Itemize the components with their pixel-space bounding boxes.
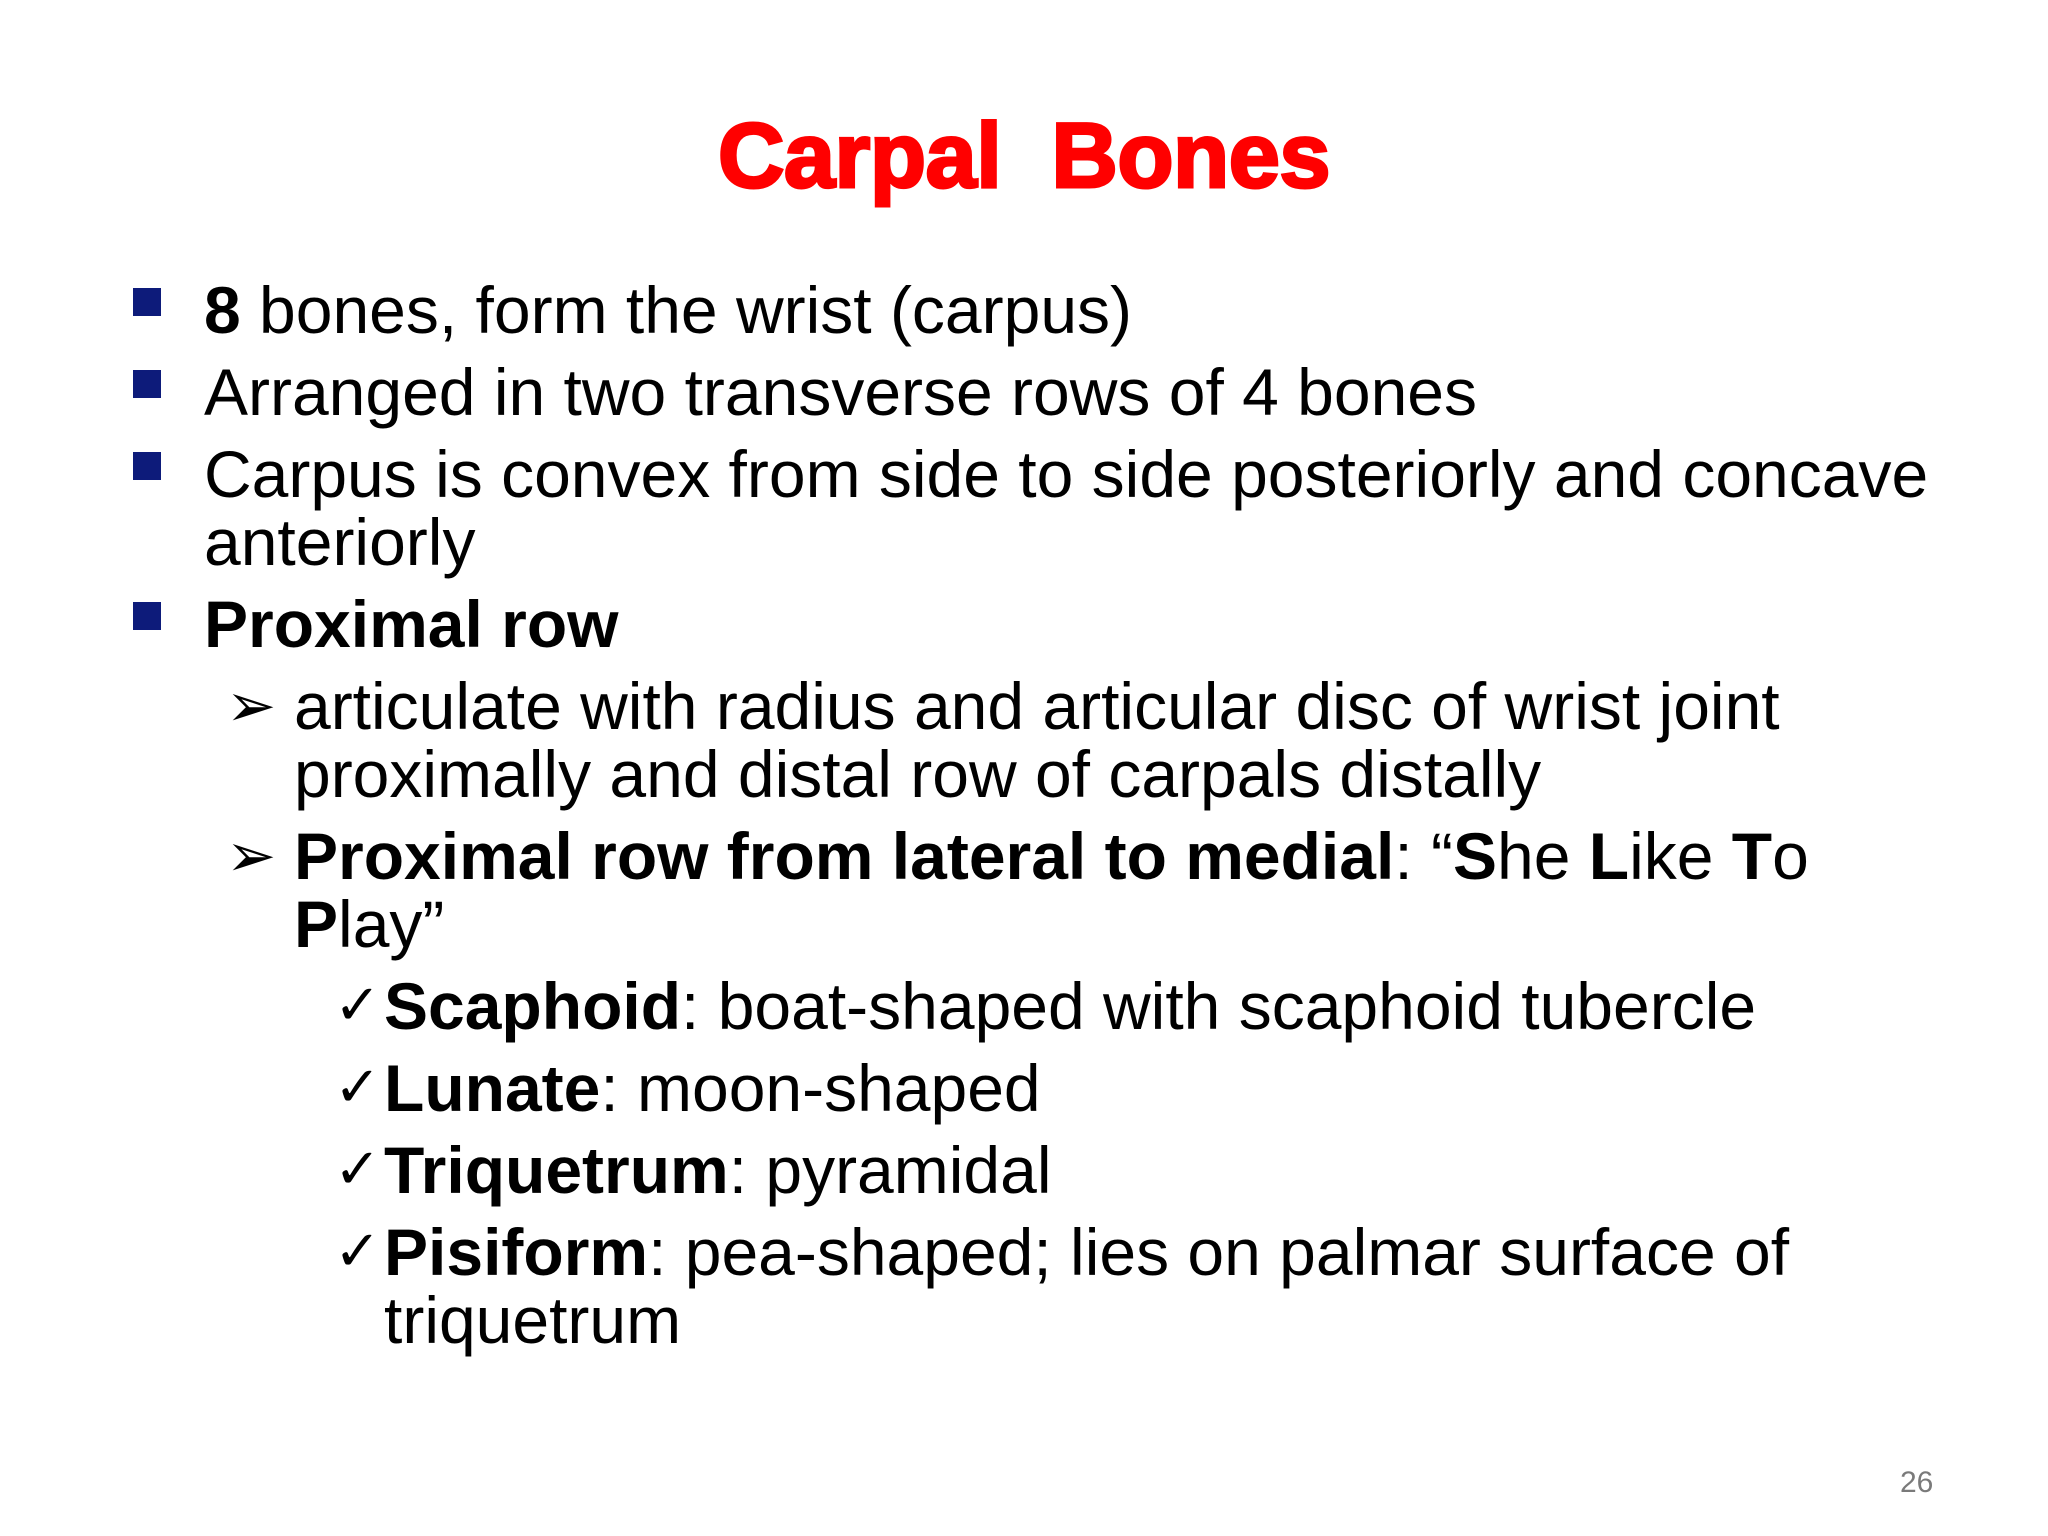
mnemonic-letter: P (294, 887, 339, 961)
mnemonic-letter: L (1588, 819, 1630, 893)
checkmark-icon: ✓ (334, 1137, 381, 1202)
slide-title: Carpal Bones (717, 105, 1331, 207)
bone-item-triquetrum (130, 1133, 1950, 1207)
bone-description: : moon-shaped (600, 1051, 1041, 1125)
checkmark-icon: ✓ (334, 973, 381, 1038)
arrow-bullet-icon: ➢ (226, 822, 277, 889)
mnemonic-text: o (1772, 819, 1809, 893)
bone-description: : pyramidal (728, 1133, 1052, 1207)
sub-bullet-text: articulate with radius and articular disc of wrist joint proximally and distal row of carpals distally (294, 669, 1780, 811)
checkmark-icon: ✓ (334, 1055, 381, 1120)
mnemonic-letter: T (1731, 819, 1773, 893)
mnemonic-letter: S (1452, 819, 1497, 893)
bullet-text: Arranged in two transverse rows of 4 bones (204, 355, 1477, 429)
square-bullet-icon (133, 602, 161, 630)
bone-description: : boat-shaped with scaphoid tubercle (681, 969, 1757, 1043)
checkmark-icon: ✓ (334, 1219, 381, 1284)
mnemonic-text: ike (1629, 819, 1732, 893)
sub-bullet-item (130, 669, 1950, 811)
arrow-bullet-icon: ➢ (226, 672, 277, 739)
square-bullet-icon (133, 452, 161, 480)
page-number: 26 (1900, 1466, 1934, 1499)
bullet-bold-text: 8 (204, 273, 241, 347)
bullet-item (130, 437, 1950, 579)
bone-name: Pisiform (384, 1215, 649, 1289)
mnemonic-text: lay” (338, 887, 445, 961)
bone-item-lunate (130, 1051, 1950, 1125)
sub-bullet-item (130, 819, 1950, 961)
mnemonic-text: he (1497, 819, 1589, 893)
bone-item-scaphoid (130, 969, 1950, 1043)
slide-content (130, 273, 1950, 1368)
bone-description: : pea-shaped; lies on palmar surface of triquetrum (384, 1215, 1790, 1357)
bullet-text: Carpus is convex from side to side posteriorly and concave anteriorly (204, 437, 1929, 579)
sub-bullet-bold-text: Proximal row from lateral to medial (294, 819, 1395, 893)
bone-name: Scaphoid (384, 969, 682, 1043)
bullet-item (130, 273, 1950, 347)
sub-bullet-text: : “ (1394, 819, 1453, 893)
bone-name: Lunate (384, 1051, 601, 1125)
bullet-text: bones, form the wrist (carpus) (240, 273, 1133, 347)
square-bullet-icon (133, 370, 161, 398)
bone-item-pisiform (130, 1215, 1950, 1357)
bullet-item (130, 355, 1950, 429)
bullet-item (130, 587, 1950, 661)
bullet-bold-text: Proximal row (204, 587, 619, 661)
square-bullet-icon (133, 288, 161, 316)
bone-name: Triquetrum (384, 1133, 729, 1207)
